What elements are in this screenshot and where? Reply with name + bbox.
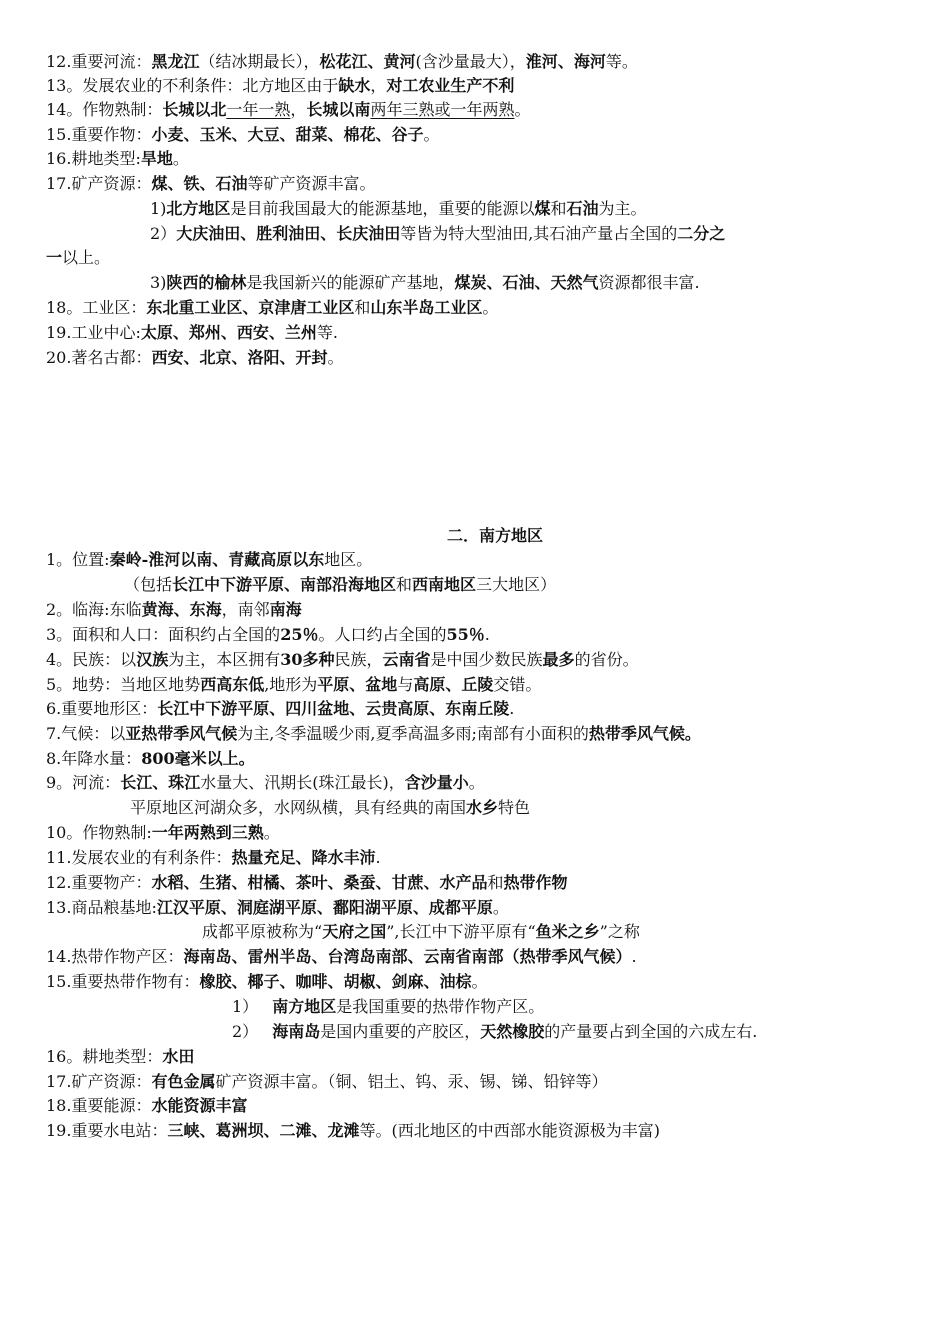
south-item-19: 19.重要水电站：三峡、葛洲坝、二滩、龙滩等。(西北地区的中西部水能资源极为丰富) — [46, 1121, 660, 1140]
south-item-14: 14.热带作物产区：海南岛、雷州半岛、台湾岛南部、云南省南部（热带季风气候）. — [46, 947, 637, 966]
south-item-3: 3。面积和人口：面积约占全国的25％。人口约占全国的55％. — [46, 625, 490, 644]
north-item-18: 18。工业区：东北重工业区、京津唐工业区和山东半岛工业区。 — [46, 298, 499, 317]
south-item-9-note: 平原地区河湖众多，水网纵横，具有经典的南国水乡特色 — [130, 798, 531, 817]
south-item-9: 9。河流：长江、珠江水量大、汛期长(珠江最长)，含沙量小。 — [46, 773, 485, 792]
section-title-south: 二．南方地区 — [446, 526, 543, 545]
south-item-5: 5。地势：当地区地势西高东低,地形为平原、盆地与高原、丘陵交错。 — [46, 675, 542, 694]
south-item-15-sub-1: 1） 南方地区是我国重要的热带作物产区。 — [232, 997, 545, 1016]
south-item-6: 6.重要地形区：长江中下游平原、四川盆地、云贵高原、东南丘陵. — [46, 699, 515, 718]
north-item-17: 17.矿产资源：煤、铁、石油等矿产资源丰富。 — [46, 174, 376, 193]
north-item-17-sub-1: 1)北方地区是目前我国最大的能源基地，重要的能源以煤和石油为主。 — [150, 199, 647, 218]
south-item-15-sub-2: 2） 海南岛是国内重要的产胶区，天然橡胶的产量要占到全国的六成左右. — [232, 1022, 758, 1041]
north-item-20: 20.著名古都：西安、北京、洛阳、开封。 — [46, 348, 344, 367]
south-item-8: 8.年降水量：800毫米以上。 — [46, 749, 255, 768]
south-item-18: 18.重要能源：水能资源丰富 — [46, 1096, 248, 1115]
south-item-16: 16。耕地类型：水田 — [46, 1047, 195, 1066]
south-item-1-note: （包括长江中下游平原、南部沿海地区和西南地区三大地区） — [124, 575, 557, 594]
south-item-4: 4。民族：以汉族为主，本区拥有30多种民族，云南省是中国少数民族最多的省份。 — [46, 650, 639, 669]
south-item-2: 2。临海:东临黄海、东海，南邻南海 — [46, 600, 302, 619]
south-item-11: 11.发展农业的有利条件：热量充足、降水丰沛. — [46, 848, 381, 867]
north-item-12: 12.重要河流：黑龙江（结冰期最长），松花江、黄河(含沙量最大），淮河、海河等。 — [46, 52, 638, 71]
south-item-10: 10。作物熟制:一年两熟到三熟。 — [46, 823, 280, 842]
north-item-16: 16.耕地类型:旱地。 — [46, 149, 189, 168]
south-item-13: 13.商品粮基地:江汉平原、洞庭湖平原、鄱阳湖平原、成都平原。 — [46, 898, 509, 917]
north-item-13: 13。发展农业的不利条件：北方地区由于缺水，对工农业生产不利 — [46, 76, 515, 95]
north-item-19: 19.工业中心:太原、郑州、西安、兰州等. — [46, 323, 338, 342]
south-item-13-note: 成都平原被称为“天府之国”,长江中下游平原有“鱼米之乡”之称 — [202, 922, 640, 941]
north-item-17-sub-2-cont: 一以上。 — [46, 248, 111, 267]
north-item-14: 14。作物熟制：长城以北一年一熟，长城以南两年三熟或一年两熟。 — [46, 100, 531, 119]
south-item-1: 1。位置:秦岭-淮河以南、青藏高原以东地区。 — [46, 550, 373, 569]
south-item-12: 12.重要物产：水稻、生猪、柑橘、茶叶、桑蚕、甘蔗、水产品和热带作物 — [46, 873, 568, 892]
south-item-17: 17.矿产资源：有色金属矿产资源丰富。（铜、铝土、钨、汞、锡、锑、铅锌等） — [46, 1072, 608, 1091]
north-item-17-sub-2: 2）大庆油田、胜利油田、长庆油田等皆为特大型油田,其石油产量占全国的二分之 — [150, 224, 726, 243]
north-item-17-sub-3: 3)陕西的榆林是我国新兴的能源矿产基地，煤炭、石油、天然气资源都很丰富. — [150, 273, 700, 292]
north-item-15: 15.重要作物：小麦、玉米、大豆、甜菜、棉花、谷子。 — [46, 125, 440, 144]
south-item-7: 7.气候：以亚热带季风气候为主,冬季温暖少雨,夏季高温多雨;南部有小面积的热带季风气候。 — [46, 724, 701, 743]
south-item-15: 15.重要热带作物有：橡胶、椰子、咖啡、胡椒、剑麻、油棕。 — [46, 972, 488, 991]
